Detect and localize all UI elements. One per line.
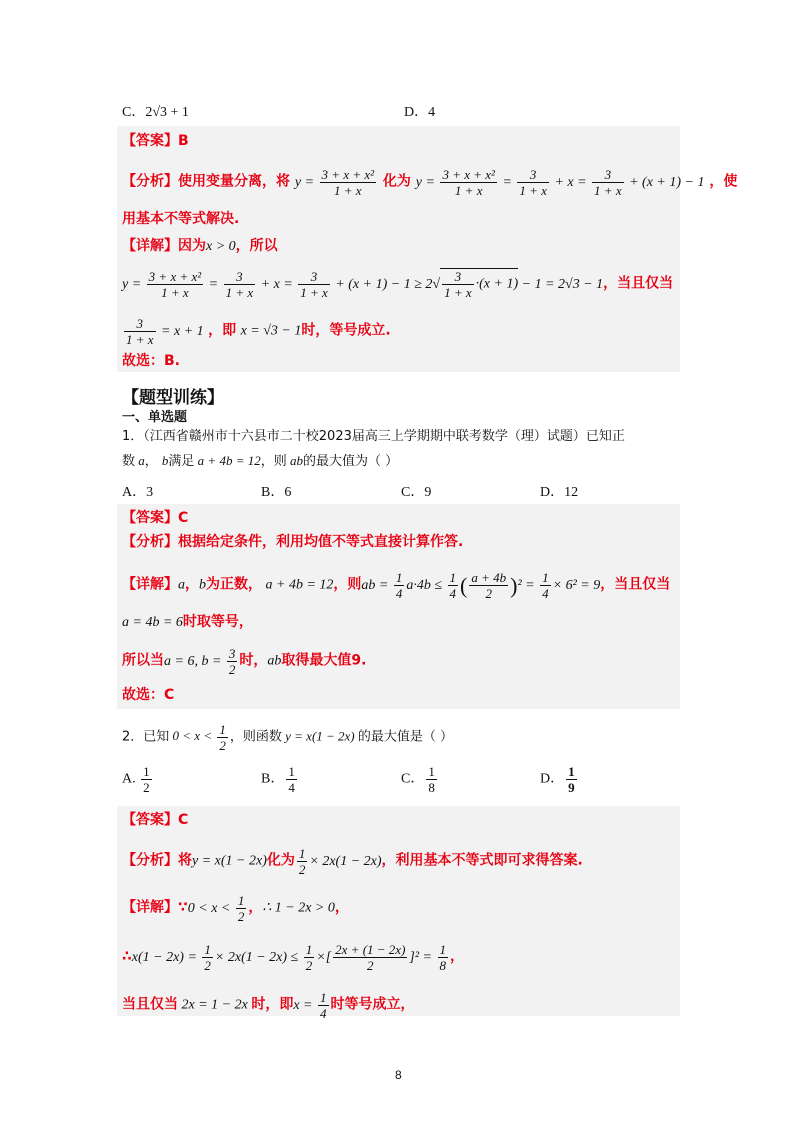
- option-c-prev: C．2√3 + 1: [122, 105, 189, 120]
- q2-detail-line3: 当且仅当 2x = 1 − 2x 时，即x = $\frac{1}{4}$ 时等号成立，: [122, 990, 415, 1021]
- section-title: 【题型训练】: [122, 388, 224, 408]
- q2-option-c[interactable]: C． $\frac{1}{8}$: [401, 764, 435, 795]
- q2-stem: 2．已知 0 < x < $\frac{1}{2}$ ，则函数 y = x(1 − 2x) 的最大值是（ ）: [122, 722, 454, 753]
- answer-label-prev: 【答案】B: [122, 133, 189, 149]
- detail-prefix: 【详解】因为: [122, 238, 206, 254]
- q1-stem-d: 的最大值为（ ）: [302, 454, 399, 469]
- q1-detail-mid2: 为正数，: [206, 576, 262, 593]
- page-number: 8: [395, 1068, 402, 1082]
- q1-stem-a: 数: [122, 454, 136, 469]
- q2-analysis-prefix: 【分析】将: [122, 852, 192, 869]
- q1-detail-line3-prefix: 所以当: [122, 652, 164, 669]
- subsection-title: 一、单选题: [122, 410, 188, 425]
- q1-detail-prefix: 【详解】: [122, 576, 178, 593]
- detail-line3-prev: $\frac{3}{1 + x}$ = x + 1 ，即 x = √3 − 1时，等号成立.: [126, 316, 391, 347]
- q2-analysis-mid: 化为: [266, 852, 295, 869]
- detail-suffix: ，所以: [235, 238, 278, 254]
- analysis-suffix: ，使: [709, 173, 738, 190]
- q2-detail-tail: ，: [334, 899, 349, 916]
- q1-detail-line3: 所以当a = 6, b = $\frac{3}{2}$ 时，ab取得最大值9.: [122, 646, 367, 677]
- q1-analysis: 【分析】根据给定条件，利用均值不等式直接计算作答.: [122, 534, 464, 550]
- q2-option-b[interactable]: B． $\frac{1}{4}$: [261, 764, 295, 795]
- q1-answer-label: 【答案】C: [122, 510, 189, 526]
- analysis-mid: 化为: [382, 173, 411, 190]
- q1-detail-line3-mid: 时，: [239, 652, 268, 669]
- q1-stem-c: ，则: [260, 454, 287, 469]
- q1-option-d[interactable]: D．12: [540, 485, 579, 500]
- detail-line1-prev: [122, 236, 278, 257]
- q2-line3-mid: 时，即: [251, 996, 294, 1013]
- option-d-prev: D．4: [404, 105, 436, 120]
- q1-detail-line1: 【详解】a，b为正数， a + 4b = 12，则ab = $\frac{1}{4}$ a·4b ≤ $\frac{1}{4}$ ( $\frac{a + 4b}{2}$ )² = $\frac{1}{4}$ × 6² = 9，当且仅当: [122, 570, 671, 601]
- q2-stem-tail: 的最大值是（ ）: [357, 729, 454, 745]
- q1-detail-line2: a = 4b = 6时取等号，: [122, 614, 253, 630]
- q1-option-b[interactable]: B．6: [261, 485, 292, 500]
- detail-cond: x > 0: [206, 239, 236, 254]
- q1-detail-mid3: ，则: [333, 576, 362, 593]
- q2-stem-prefix: 2．已知: [122, 729, 170, 745]
- q1-stem-line2: 数 a， b满足 a + 4b = 12，则 ab的最大值为（ ）: [122, 453, 399, 469]
- q1-detail-tail: ，当且仅当: [600, 576, 671, 593]
- q2-detail-line1: 【详解】∵0 < x < $\frac{1}{2}$ ，∴ 1 − 2x > 0，: [122, 893, 349, 924]
- q2-option-d[interactable]: D． $\frac{1}{9}$: [540, 764, 575, 795]
- q2-analysis-tail: ，利用基本不等式即可求得答案.: [381, 852, 583, 869]
- q1-stem-line1: 1．（江西省赣州市十六县市二十校2023届高三上学期期中联考数学（理）试题）已知正: [122, 429, 625, 444]
- q2-stem-mid: ，则函数: [229, 729, 282, 745]
- q2-detail-line2: ∴x(1 − 2x) = $\frac{1}{2}$ × 2x(1 − 2x) ≤ $\frac{1}{2}$ ×[ $\frac{2x + (1 - 2x)}{2}$ ]² = $\frac{1}{8}$ ，: [122, 942, 464, 973]
- q2-detail-mid: ，: [248, 899, 263, 916]
- q2-line3-tail: 时等号成立，: [330, 996, 415, 1013]
- q1-option-a[interactable]: A．3: [122, 485, 154, 500]
- q2-detail-prefix: 【详解】∵: [122, 899, 188, 916]
- q1-detail-mid1: ，: [185, 576, 199, 593]
- choose-prev: 故选：B.: [122, 353, 180, 369]
- analysis-prefix: 【分析】使用变量分离，将: [122, 173, 290, 190]
- detail-equation-prev: y = $\frac{\text{3 + x + x²}}{1 + x}$ = $\frac{3}{1 + x}$ + x = $\frac{3}{1 + x}$ + (x + 1) − 1 ≥ 2√ $\frac{3}{1 + x}$ ·(x + 1) − 1 = 2√3 − 1，当且仅当: [122, 269, 674, 300]
- q1-detail-line3-tail: 取得最大值9.: [281, 652, 367, 669]
- q2-analysis: 【分析】将y = x(1 − 2x)化为 $\frac{1}{2}$ × 2x(1 − 2x)，利用基本不等式即可求得答案.: [122, 846, 583, 877]
- analysis-line2-prev: 用基本不等式解决.: [122, 211, 240, 227]
- q1-choose: 故选：C: [122, 687, 175, 703]
- detail-line3-mid: ，即: [208, 322, 237, 339]
- q1-option-c[interactable]: C．9: [401, 485, 432, 500]
- q2-line3-prefix: 当且仅当: [122, 996, 178, 1013]
- analysis-line-prev: 【分析】使用变量分离，将 y = $\frac{\text{3 + x + x²}}{1 + x}$ 化为 y = $\frac{\text{3 + x + x²}}{1 + x}$ = $\frac{3}{1 + x}$ + x = $\frac{3}{1 + x}$ + (x + 1) − 1 ，使: [122, 167, 738, 198]
- therefore-icon: ∴: [122, 948, 132, 965]
- q2-answer-label: 【答案】C: [122, 812, 189, 828]
- detail-line3-tail: 时，等号成立.: [301, 322, 391, 339]
- detail-eq-tail: ，当且仅当: [603, 275, 674, 292]
- q1-detail-line2-tail: 时取等号，: [182, 614, 253, 630]
- q1-stem-b: 满足: [168, 454, 195, 469]
- q2-option-a[interactable]: A. $\frac{1}{2}$: [122, 764, 150, 795]
